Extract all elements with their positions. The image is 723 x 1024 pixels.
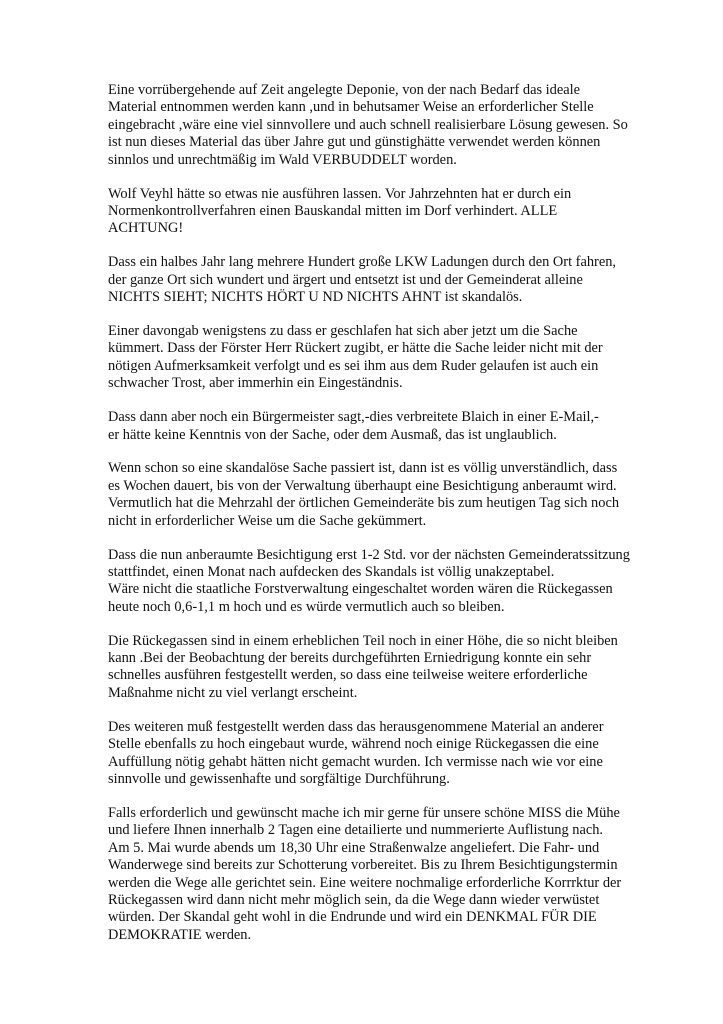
text-line: sinnvolle und gewissenhafte und sorgfältige Durchführung. <box>108 771 450 787</box>
paragraph <box>108 633 628 703</box>
text-line: Auffüllung nötig gehabt hätten nicht gemacht wurden. Ich vermisse nach wie vor eine <box>108 753 603 770</box>
text-line: Am 5. Mai wurde abends um 18,30 Uhr eine Straßenwalze angeliefert. Die Fahr- und <box>108 839 600 856</box>
text-line: Normenkontrollverfahren einen Bauskandal mitten im Dorf verhindert. ALLE <box>108 202 558 219</box>
paragraph <box>108 409 628 444</box>
text-line: Vermutlich hat die Mehrzahl der örtlichen Gemeinderäte bis zum heutigen Tag sich noch <box>108 495 620 512</box>
text-line: Rückegassen wird dann nicht mehr möglich sein, da die Wege dann wieder verwüstet <box>108 891 600 908</box>
document-body <box>108 82 628 961</box>
text-line: Wenn schon so eine skandalöse Sache passiert ist, dann ist es völlig unverständlich, dass <box>108 460 618 477</box>
paragraph <box>108 460 628 530</box>
text-line: kümmert. Dass der Förster Herr Rückert zugibt, er hätte die Sache leider nicht mit der <box>108 340 603 357</box>
text-line: Stelle ebenfalls zu hoch eingebaut wurde, während noch einige Rückegassen die eine <box>108 736 599 753</box>
paragraph <box>108 805 628 944</box>
text-line: Dass ein halbes Jahr lang mehrere Hundert große LKW Ladungen durch den Ort fahren, <box>108 254 617 271</box>
text-line: der ganze Ort sich wundert und ärgert und entsetzt ist und der Gemeinderat alleine <box>108 271 583 288</box>
text-line: ist nun dieses Material das über Jahre gut und günstighätte verwendet werden können <box>108 134 601 151</box>
text-line: schwacher Trost, aber immerhin ein Eingeständnis. <box>108 375 403 392</box>
paragraph <box>108 82 628 169</box>
text-line: sinnlos und unrechtmäßig im Wald VERBUDDELT worden. <box>108 151 457 168</box>
paragraph <box>108 323 628 393</box>
text-line: Einer davongab wenigstens zu dass er geschlafen hat sich aber jetzt um die Sache <box>108 322 578 339</box>
text-line: Dass die nun anberaumte Besichtigung erst 1-2 Std. vor der nächsten Gemeinderatssitzung <box>108 546 630 563</box>
text-line: Falls erforderlich und gewünscht mache ich mir gerne für unsere schöne MISS die Mühe <box>108 804 620 821</box>
text-line: ACHTUNG! <box>108 220 184 237</box>
paragraph <box>108 254 628 306</box>
text-line: nicht in erforderlicher Weise um die Sache gekümmert. <box>108 512 427 529</box>
text-line: eingebracht ,wäre eine viel sinnvollere und auch schnell realisierbare Lösung gewesen. So <box>108 116 628 133</box>
text-line: Wolf Veyhl hätte so etwas nie ausführen lassen. Vor Jahrzehnten hat er durch ein <box>108 185 572 202</box>
text-line: werden die Wege alle gerichtet sein. Eine weitere nochmalige erforderliche Korrrktur der <box>108 874 622 891</box>
text-line: Wäre nicht die staatliche Forstverwaltung eingeschaltet worden wären die Rückegassen <box>108 581 613 598</box>
text-line: DEMOKRATIE werden. <box>108 926 252 943</box>
text-line: Des weiteren muß festgestellt werden dass das herausgenommene Material an anderer <box>108 718 604 735</box>
text-line: Wanderwege sind bereits zur Schotterung vorbereitet. Bis zu Ihrem Besichtigungstermin <box>108 857 618 874</box>
text-line: schnelles ausführen festgestellt werden, so dass eine teilweise weitere erforderliche <box>108 667 588 684</box>
text-line: würden. Der Skandal geht wohl in die Endrunde und wird ein DENKMAL FÜR DIE <box>108 909 597 926</box>
text-line: und liefere Ihnen innerhalb 2 Tagen eine detailierte und nummerierte Auflistung nach. <box>108 822 604 839</box>
text-line: er hätte keine Kenntnis von der Sache, oder dem Ausmaß, das ist unglaublich. <box>108 426 557 443</box>
text-line: Material entnommen werden kann ,und in behutsamer Weise an erforderlicher Stelle <box>108 99 594 116</box>
text-line: stattfindet, einen Monat nach aufdecken des Skandals ist völlig unakzeptabel. <box>108 563 555 580</box>
text-line: Eine vorrübergehende auf Zeit angelegte Deponie, von der nach Bedarf das ideale <box>108 82 581 98</box>
paragraph <box>108 719 628 789</box>
text-line: NICHTS SIEHT; NICHTS HÖRT U ND NICHTS AHNT ist skandalös. <box>108 289 523 306</box>
text-line: heute noch 0,6-1,1 m hoch und es würde vermutlich auch so bleiben. <box>108 598 505 615</box>
paragraph <box>108 547 628 617</box>
text-line: Die Rückegassen sind in einem erheblichen Teil noch in einer Höhe, die so nicht bleiben <box>108 632 618 649</box>
text-line: kann .Bei der Beobachtung der bereits durchgeführten Erniedrigung konnte ein sehr <box>108 650 592 667</box>
text-line: Dass dann aber noch ein Bürgermeister sagt,-dies verbreitete Blaich in einer E-Mail,- <box>108 409 599 426</box>
paragraph <box>108 186 628 238</box>
text-line: nötigen Aufmerksamkeit verfolgt und es sei ihm aus dem Ruder gelaufen ist auch ein <box>108 357 599 374</box>
text-line: es Wochen dauert, bis von der Verwaltung überhaupt eine Besichtigung anberaumt wird. <box>108 477 617 494</box>
text-line: Maßnahme nicht zu viel verlangt erscheint. <box>108 684 358 701</box>
